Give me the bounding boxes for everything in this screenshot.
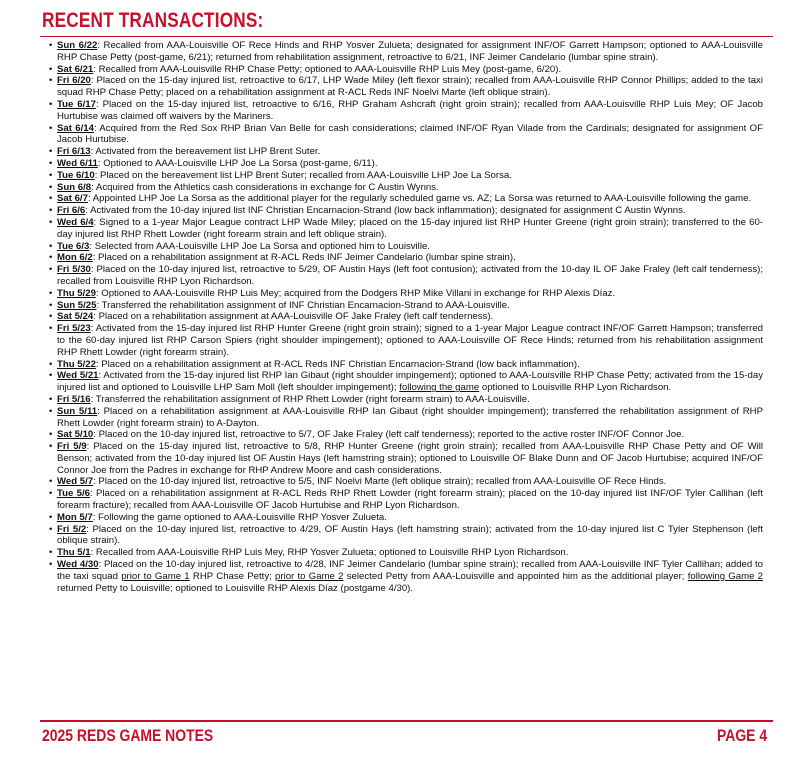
transaction-text: : Placed on the bereavement list LHP Brent Suter; recalled from AAA-Louisville LHP Joe La Sorsa. — [94, 169, 512, 181]
transaction-text: : Placed on the 10-day injured list, retroactive to 5/7, OF Jake Fraley (left calf tenderness); reported to the active roster INF/OF Connor Joe. — [93, 429, 685, 441]
bullet-icon: • — [49, 559, 53, 571]
bullet-icon: • — [49, 311, 53, 323]
transaction-text: : Recalled from AAA-Louisville OF Rece Hinds and RHP Yosver Zulueta; designated for assignment INF/OF Garrett Hampson; optioned to AAA-Louisville RHP Chase Petty (post-game, 6/21); returned from rehabilitation assignment, retroactive to 6/21, INF Jeimer Candelario (lumbar spine strain). — [57, 40, 763, 63]
transaction-date: Fri 5/23 — [57, 323, 91, 335]
transaction-text: : Acquired from the Athletics cash considerations in exchange for C Austin Wynns. — [91, 181, 439, 193]
bullet-icon: • — [49, 193, 53, 205]
transaction-text: : Placed on the 10-day injured list, retroactive to 5/5, INF Noelvi Marte (left oblique strain); recalled from AAA-Louisville OF Rece Hinds. — [93, 476, 667, 488]
transaction-text: : Placed on a rehabilitation assignment at AAA-Louisville OF Jake Fraley (left calf tenderness). — [93, 311, 494, 323]
transaction-text: : Placed on the 10-day injured list, retroactive to 5/29, OF Austin Hays (left foot contusion); activated from the 10-day IL OF Jake Fraley (left calf tenderness); recalled from Louisville RHP Lyon Richardson. — [57, 264, 763, 287]
transaction-date: Fri 6/20 — [57, 75, 91, 87]
bullet-icon: • — [49, 488, 53, 500]
bullet-icon: • — [49, 405, 53, 417]
bullet-icon: • — [49, 370, 53, 382]
transaction-text: : Placed on the 10-day injured list, retroactive to 4/28, INF Jeimer Candelario (lumbar spine strain); recalled from AAA-Louisville INF Tyler Callihan; added to the taxi squad — [57, 559, 763, 582]
bullet-icon: • — [49, 429, 53, 441]
transaction-date: Tue 6/10 — [57, 169, 95, 181]
bullet-icon: • — [49, 511, 53, 523]
footer-divider — [40, 720, 773, 722]
bullet-icon: • — [49, 98, 53, 110]
title-divider — [40, 36, 773, 37]
transaction-entry — [51, 193, 763, 205]
bullet-icon: • — [49, 122, 53, 134]
transaction-date: Tue 6/17 — [57, 98, 96, 110]
bullet-icon: • — [49, 287, 53, 299]
transaction-entry — [51, 252, 763, 264]
transaction-date: Mon 5/7 — [57, 511, 93, 523]
transaction-date: Fri 6/6 — [57, 205, 86, 217]
transaction-entry — [51, 75, 763, 99]
transaction-entry — [51, 64, 763, 76]
transaction-entry — [51, 99, 763, 123]
bullet-icon: • — [49, 476, 53, 488]
transaction-text: : Activated from the 10-day injured list INF Christian Encarnacion-Strand (low back inflammation); designated for assignment C Austin Wynns. — [85, 205, 686, 217]
bullet-icon: • — [49, 264, 53, 276]
bullet-icon: • — [49, 252, 53, 264]
transaction-text: : Activated from the 15-day injured list RHP Ian Gibaut (right shoulder impingement); optioned to AAA-Louisville RHP Chase Petty; activated from the 15-day injured list and optioned to Louisville LHP Sam Moll (left shoulder impingement); — [57, 370, 764, 394]
transaction-text: selected Petty from AAA-Louisville and appointed him as the additional player; — [343, 570, 688, 582]
bullet-icon: • — [49, 181, 53, 193]
bullet-icon: • — [49, 216, 53, 228]
bullet-icon: • — [49, 299, 53, 311]
transaction-date: Sun 6/22 — [57, 40, 98, 51]
transaction-entry — [51, 370, 763, 394]
transaction-date: Sun 5/11 — [57, 405, 98, 417]
transaction-entry — [51, 300, 763, 312]
transaction-text: : Placed on the 15-day injured list, retroactive to 6/17, LHP Wade Miley (left flexor strain); recalled from AAA-Louisville RHP Connor Phillips; added to the taxi squad RHP Chase Petty; placed on a rehabilitation assignment at R-ACL Reds INF Noelvi Marte (left oblique strain). — [57, 75, 763, 99]
transaction-entry — [51, 524, 763, 548]
transaction-date: Wed 6/4 — [57, 216, 94, 228]
transaction-emphasis: prior to Game 2 — [275, 570, 344, 582]
transaction-entry — [51, 205, 763, 217]
transaction-text: : Optioned to AAA-Louisville RHP Luis Mey; acquired from the Dodgers RHP Mike Villani in exchange for RHP Alexis Díaz. — [95, 287, 616, 299]
transaction-entry — [51, 217, 763, 241]
transaction-entry — [51, 123, 763, 147]
bullet-icon: • — [49, 523, 53, 535]
transaction-text: : Following the game optioned to AAA-Louisville RHP Yosver Zulueta. — [92, 511, 387, 523]
transaction-entry — [51, 311, 763, 323]
transaction-text: : Placed on a rehabilitation assignment at AAA-Louisville RHP Ian Gibaut (right shoulder impingement); transferred the rehabilitation assignment of RHP Rhett Lowder (right forearm strain) to A-Dayton. — [57, 405, 763, 429]
transaction-text: : Recalled from AAA-Louisville RHP Chase Petty; optioned to AAA-Louisville RHP Luis Mey (post-game, 6/20). — [93, 63, 562, 75]
transaction-text: : Placed on the 15-day injured list, retroactive to 6/16, RHP Graham Ashcraft (right groin strain); recalled from AAA-Louisville RHP Luis Mey; OF Jacob Hurtubise was claimed off waivers by the Mariners. — [57, 98, 764, 122]
transaction-entry — [51, 488, 763, 512]
transaction-date: Thu 5/1 — [57, 547, 91, 559]
bullet-icon: • — [49, 547, 53, 559]
bullet-icon: • — [49, 63, 53, 75]
transaction-date: Tue 5/6 — [57, 488, 90, 500]
bullet-icon: • — [49, 323, 53, 335]
transaction-text: RHP Chase Petty; — [189, 570, 276, 582]
transaction-text: : Placed on the 10-day injured list, retroactive to 4/29, OF Austin Hays (left hamstring strain); activated from the 10-day injured list C Tyler Stephenson (left oblique strain). — [57, 523, 764, 547]
transaction-date: Tue 6/3 — [57, 240, 90, 252]
transaction-date: Wed 5/21 — [57, 370, 99, 382]
bullet-icon: • — [49, 40, 53, 51]
transaction-emphasis: prior to Game 1 — [121, 570, 190, 582]
transaction-entry — [51, 288, 763, 300]
transaction-date: Sat 6/7 — [57, 193, 88, 205]
transaction-date: Wed 6/11 — [57, 157, 98, 169]
bullet-icon: • — [49, 157, 53, 169]
transaction-text: : Selected from AAA-Louisville LHP Joe La Sorsa and optioned him to Louisville. — [89, 240, 430, 252]
transaction-date: Thu 5/22 — [57, 358, 96, 370]
bullet-icon: • — [49, 205, 53, 217]
transaction-entry — [51, 264, 763, 288]
transaction-entry — [51, 394, 763, 406]
transaction-text: : Recalled from AAA-Louisville RHP Luis Mey, RHP Yosver Zulueta; optioned to Louisville RHP Lyon Richardson. — [90, 547, 569, 559]
transaction-entry — [51, 559, 763, 594]
transaction-emphasis: following the game — [399, 382, 480, 394]
transaction-entry — [51, 146, 763, 158]
transaction-text: : Activated from the 15-day injured list RHP Hunter Greene (right groin strain); signed to a 1-year Major League contract INF/OF Garrett Hampson; transferred to the 60-day injured list RHP Carson Spiers (right shoulder impingement); optioned to AAA-Louisville OF Rece Hinds; returned from his rehabilitation assignment RHP Rhett Lowder (right forearm strain). — [57, 323, 763, 358]
transaction-text: : Placed on the 15-day injured list, retroactive to 5/8, RHP Hunter Greene (right groin strain); recalled from AAA-Louisville RHP Chase Petty and OF Will Benson; activated from the 10-day injured list OF Austin Hays (left hamstring strain); optioned to Louisville OF Blake Dunn and OF Jacob Hurtubise; acquired INF/OF Connor Joe from the Padres in exchange for RHP Andrew Moore and cash considerations. — [57, 441, 764, 476]
bullet-icon: • — [49, 358, 53, 370]
transaction-text: : Optioned to AAA-Louisville LHP Joe La Sorsa (post-game, 6/11). — [97, 157, 378, 169]
transaction-entry — [51, 170, 763, 182]
transaction-text: : Appointed LHP Joe La Sorsa as the additional player for the regularly scheduled game vs. AZ; La Sorsa was returned to AAA-Louisville following the game. — [87, 193, 752, 205]
transaction-text: : Signed to a 1-year Major League contract LHP Wade Miley; placed on the 15-day injured list RHP Hunter Greene (right groin strain); transferred to the 60-day injured list RHP Rhett Lowder (right forearm strain and left oblique strain). — [57, 216, 763, 240]
transaction-date: Mon 6/2 — [57, 252, 93, 264]
transaction-date: Fri 5/30 — [57, 264, 91, 276]
transaction-date: Fri 5/2 — [57, 523, 87, 535]
transaction-text: : Activated from the bereavement list LHP Brent Suter. — [90, 146, 321, 158]
transaction-entry — [51, 476, 763, 488]
bullet-icon: • — [49, 441, 53, 453]
transaction-entry — [51, 441, 763, 476]
transaction-text: optioned to Louisville RHP Lyon Richardson. — [479, 382, 672, 394]
bullet-icon: • — [49, 169, 53, 181]
transaction-entry — [51, 241, 763, 253]
transaction-entry — [51, 512, 763, 524]
transaction-date: Thu 5/29 — [57, 287, 96, 299]
transaction-date: Fri 6/13 — [57, 146, 91, 158]
transaction-text: : Placed on a rehabilitation assignment at R-ACL Reds RHP Rhett Lowder (right forearm strain); placed on the 10-day injured list INF/OF Tyler Callihan (left forearm fracture); recalled from AAA-Louisville OF Jacob Hurtubise and RHP Lyon Richardson. — [57, 488, 763, 512]
transaction-entry — [51, 40, 763, 64]
transaction-date: Fri 5/9 — [57, 441, 87, 453]
transactions-list — [51, 40, 763, 594]
transaction-entry — [51, 323, 763, 358]
transaction-text: : Transferred the rehabilitation assignment of INF Christian Encarnacion-Strand to AAA-Louisville. — [96, 299, 510, 311]
transaction-entry — [51, 429, 763, 441]
transaction-date: Sat 6/14 — [57, 122, 94, 134]
footer-page-number: PAGE 4 — [716, 726, 767, 745]
transaction-entry — [51, 406, 763, 430]
transaction-text: returned Petty to Louisville; optioned to Louisville RHP Alexis Díaz (postgame 4/30). — [57, 582, 414, 594]
bullet-icon: • — [49, 75, 53, 87]
transaction-date: Wed 5/7 — [57, 476, 94, 488]
transaction-date: Sun 5/25 — [57, 299, 97, 311]
transaction-date: Fri 5/16 — [57, 393, 91, 405]
transaction-emphasis: following Game 2 — [687, 570, 764, 582]
transaction-date: Wed 4/30 — [57, 559, 99, 571]
footer-publication-name: 2025 REDS GAME NOTES — [42, 726, 214, 745]
transaction-text: : Transferred the rehabilitation assignment of RHP Rhett Lowder (right forearm strain) to AAA-Louisville. — [90, 393, 530, 405]
transaction-date: Sat 5/24 — [57, 311, 94, 323]
transaction-entry — [51, 359, 763, 371]
transaction-entry — [51, 158, 763, 170]
transaction-date: Sun 6/8 — [57, 181, 92, 193]
transaction-entry — [51, 182, 763, 194]
transaction-text: : Acquired from the Red Sox RHP Brian Van Belle for cash considerations; claimed INF/OF Ryan Vilade from the Cardinals; designated for assignment OF Jacob Hurtubise. — [57, 122, 763, 146]
transaction-date: Sat 6/21 — [57, 63, 94, 75]
transaction-date: Sat 5/10 — [57, 429, 94, 441]
bullet-icon: • — [49, 240, 53, 252]
bullet-icon: • — [49, 393, 53, 405]
transaction-text: : Placed on a rehabilitation assignment at R-ACL Reds INF Jeimer Candelario (lumbar spine strain). — [92, 252, 516, 264]
bullet-icon: • — [49, 146, 53, 158]
section-title: RECENT TRANSACTIONS: — [42, 9, 264, 32]
transaction-entry — [51, 547, 763, 559]
transaction-text: : Placed on a rehabilitation assignment at R-ACL Reds INF Christian Encarnacion-Strand (low back inflammation). — [95, 358, 580, 370]
